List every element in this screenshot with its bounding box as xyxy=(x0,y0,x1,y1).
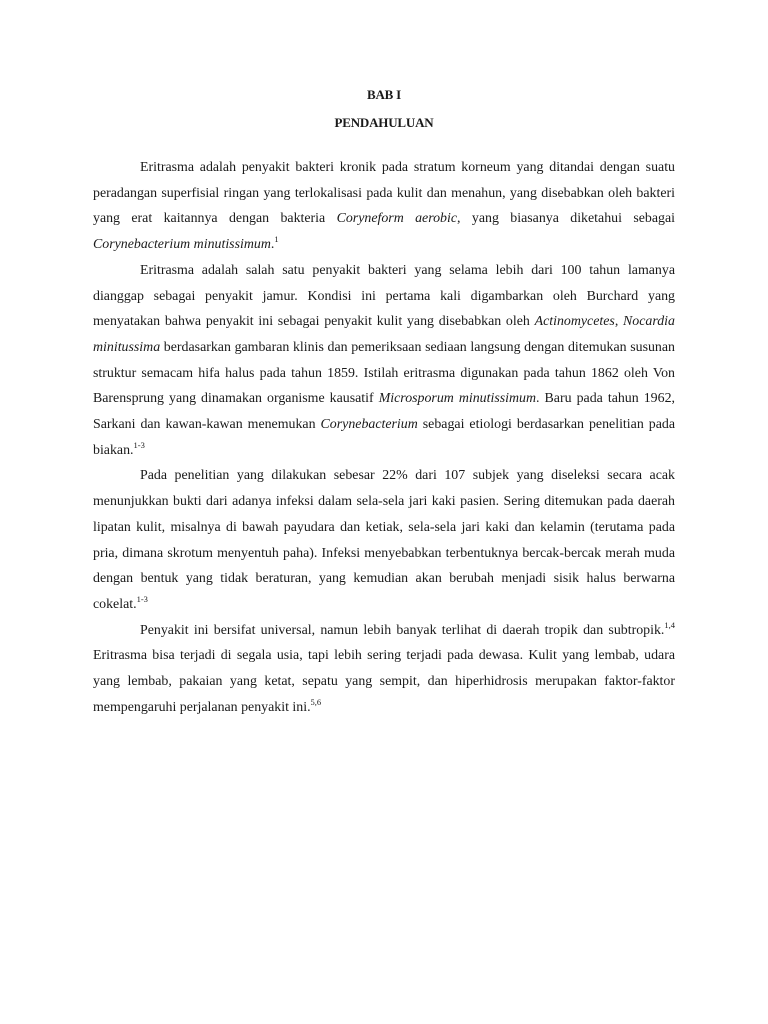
italic-term: Nocardia minitussima xyxy=(93,314,675,355)
italic-term: Coryneform aerobic xyxy=(336,211,458,227)
text-run: Pada penelitian yang dilakukan sebesar 22% dari 107 subjek yang diseleksi secara acak menunjukkan bukti dari adanya infeksi dalam sela-sela jari kaki pasien. Sering ditemukan pada daerah lipatan kulit, misalnya di bawah payudara dan ketiak, sela-sela jari kaki dan kelamin (terutama pada pria, dimana skrotum menyentuh paha). Infeksi menyebabkan terbentuknya bercak-bercak merah muda dengan bentuk yang tidak beraturan, yang kemudian akan berubah menjadi sisik halus berwarna cokelat. xyxy=(93,468,675,612)
citation-ref: 1-3 xyxy=(133,439,145,450)
italic-term: Corynebacterium xyxy=(320,417,418,433)
text-run: , yang biasanya diketahui sebagai xyxy=(457,211,675,227)
text-run: . xyxy=(270,237,275,253)
chapter-title: PENDAHULUAN xyxy=(334,115,434,130)
text-run: sebagai etiologi berdasarkan penelitian pada biakan. xyxy=(93,417,675,458)
italic-term: Actinomycetes xyxy=(534,314,615,330)
paragraph-4 xyxy=(93,618,675,721)
citation-ref: 1-3 xyxy=(136,593,148,604)
text-run: Eritrasma adalah penyakit bakteri kronik pada stratum korneum yang ditandai dengan suatu peradangan superfisial ringan yang terlokalisasi pada kulit dan menahun, yang disebabkan oleh bakteri yang erat kaitannya dengan bakteria xyxy=(93,160,675,227)
citation-ref: 1,4 xyxy=(664,619,675,630)
italic-term: Corynebacterium minutissimum xyxy=(93,237,271,253)
text-run: . Baru pada tahun 1962, Sarkani dan kawan-kawan menemukan xyxy=(93,391,675,433)
text-run: Eritrasma adalah salah satu penyakit bakteri yang selama lebih dari 100 tahun lamanya dianggap sebagai penyakit jamur. Kondisi ini pertama kali digambarkan oleh Burchard yang menyatakan bahwa penyakit ini sebagai penyakit kulit yang disebabkan oleh xyxy=(93,262,675,330)
paragraph-3 xyxy=(93,463,675,617)
paragraph-2 xyxy=(93,258,675,464)
chapter-heading: BAB I xyxy=(366,87,402,102)
italic-term: Microsporum minutissimum xyxy=(378,391,537,407)
paragraph-1 xyxy=(93,155,675,258)
citation-ref: 5,6 xyxy=(310,696,322,707)
text-run: berdasarkan gambaran klinis dan pemeriksaan sediaan langsung dengan ditemukan susunan struktur semacam hifa halus pada tahun 1859. Istilah eritrasma digunakan pada tahun 1862 oleh Von Barensprung yang dinamakan organisme kausatif xyxy=(93,339,675,407)
text-run: Eritrasma bisa terjadi di segala usia, tapi lebih sering terjadi pada dewasa. Kulit yang lembab, udara yang lembab, pakaian yang ketat, sepatu yang sempit, dan hiperhidrosis merupakan faktor-faktor mempengaruhi perjalanan penyakit ini. xyxy=(93,648,675,715)
text-run: , xyxy=(614,314,624,330)
text-run: Penyakit ini bersifat universal, namun lebih banyak terlihat di daerah tropik dan subtropik. xyxy=(140,622,665,638)
body-text xyxy=(93,155,675,720)
citation-ref: 1 xyxy=(274,234,279,245)
